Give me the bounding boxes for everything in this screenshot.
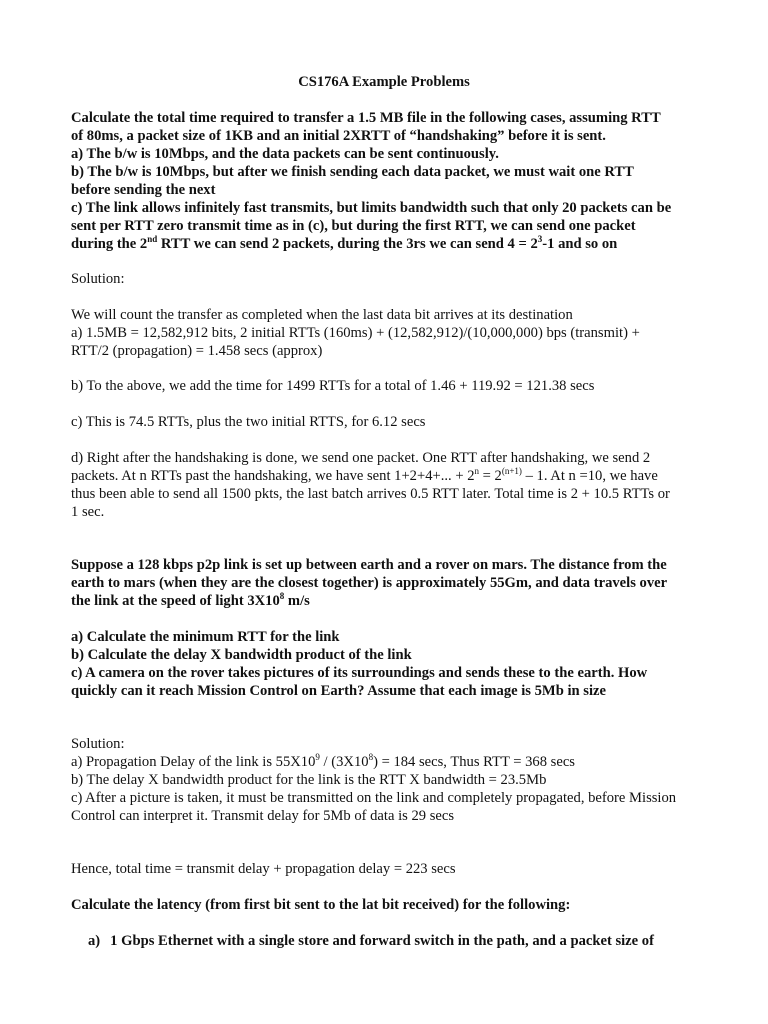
problem3-item-a bbox=[88, 932, 654, 950]
superscript: 8 bbox=[279, 591, 285, 602]
list-marker: a) bbox=[88, 933, 101, 949]
problem2-line: c) A camera on the rover takes pictures of its surroundings and sends these to the earth. How bbox=[71, 665, 648, 681]
problem1-line: a) The b/w is 10Mbps, and the data packets can be sent continuously. bbox=[71, 146, 499, 162]
text-run: packets. At n RTTs past the handshaking, we have sent 1+2+4+... + 2 bbox=[71, 468, 475, 484]
problem1-line bbox=[71, 235, 617, 253]
solution-line: b) The delay X bandwidth product for the link is the RTT X bandwidth = 23.5Mb bbox=[71, 772, 547, 788]
problem1-line: b) The b/w is 10Mbps, but after we finish sending each data packet, we must wait one RTT bbox=[71, 164, 634, 180]
text-run: a) Propagation Delay of the link is 55X10 bbox=[71, 754, 316, 770]
superscript: 3 bbox=[537, 234, 543, 245]
solution-line: 1 sec. bbox=[71, 504, 105, 520]
problem2-line: Suppose a 128 kbps p2p link is set up between earth and a rover on mars. The distance from the bbox=[71, 557, 667, 573]
solution-heading: Solution: bbox=[71, 271, 125, 287]
problem1-line: sent per RTT zero transmit time as in (c), but during the first RTT, we can send one packet bbox=[71, 218, 636, 234]
solution-line bbox=[71, 753, 575, 771]
superscript: (n+1) bbox=[501, 466, 522, 477]
solution-line: RTT/2 (propagation) = 1.458 secs (approx) bbox=[71, 343, 323, 359]
solution-line: We will count the transfer as completed when the last data bit arrives at its destination bbox=[71, 307, 573, 323]
problem3-line: Calculate the latency (from first bit sent to the lat bit received) for the following: bbox=[71, 897, 571, 913]
problem2-line bbox=[71, 592, 310, 610]
problem1-line: Calculate the total time required to transfer a 1.5 MB file in the following cases, assuming RTT bbox=[71, 110, 661, 126]
solution-line bbox=[71, 467, 658, 485]
text-run: the link at the speed of light 3X10 bbox=[71, 593, 280, 609]
text-run: / (3X10 bbox=[319, 754, 369, 770]
solution-line: c) After a picture is taken, it must be transmitted on the link and completely propagated, before Mission bbox=[71, 790, 677, 806]
solution-line: d) Right after the handshaking is done, we send one packet. One RTT after handshaking, we send 2 bbox=[71, 450, 651, 466]
problem1-line: of 80ms, a packet size of 1KB and an initial 2XRTT of “handshaking” before it is sent. bbox=[71, 128, 606, 144]
text-run: – 1. At n =10, we have bbox=[521, 468, 658, 484]
text-run: m/s bbox=[284, 593, 310, 609]
superscript: 9 bbox=[315, 752, 320, 763]
text-run: -1 and so on bbox=[542, 236, 618, 252]
problem2-line: b) Calculate the delay X bandwidth product of the link bbox=[71, 647, 412, 663]
solution-heading: Solution: bbox=[71, 736, 125, 752]
text-run: = 2 bbox=[479, 468, 502, 484]
problem2-line: a) Calculate the minimum RTT for the link bbox=[71, 629, 340, 645]
problem2-line: earth to mars (when they are the closest together) is approximately 55Gm, and data travels over bbox=[71, 575, 668, 591]
solution-line: c) This is 74.5 RTTs, plus the two initial RTTS, for 6.12 secs bbox=[71, 414, 426, 430]
solution-line: thus been able to send all 1500 pkts, the last batch arrives 0.5 RTT later. Total time is 2 + 10.5 RTTs or bbox=[71, 486, 670, 502]
superscript: n bbox=[474, 466, 480, 477]
problem1-line: c) The link allows infinitely fast transmits, but limits bandwidth such that only 20 packets can be bbox=[71, 200, 672, 216]
solution-line: Control can interpret it. Transmit delay for 5Mb of data is 29 secs bbox=[71, 808, 455, 824]
superscript: nd bbox=[147, 234, 158, 245]
text-run: RTT we can send 2 packets, during the 3rs we can send 4 = 2 bbox=[157, 236, 538, 252]
solution-line: a) 1.5MB = 12,582,912 bits, 2 initial RTTs (160ms) + (12,582,912)/(10,000,000) bps (transmit) + bbox=[71, 325, 640, 341]
text-run: ) = 184 secs, Thus RTT = 368 secs bbox=[373, 754, 575, 770]
problem2-line: quickly can it reach Mission Control on Earth? Assume that each image is 5Mb in size bbox=[71, 683, 606, 699]
solution-line: b) To the above, we add the time for 1499 RTTs for a total of 1.46 + 119.92 = 121.38 secs bbox=[71, 378, 595, 394]
superscript: 8 bbox=[368, 752, 374, 763]
solution-line: Hence, total time = transmit delay + propagation delay = 223 secs bbox=[71, 861, 456, 877]
problem1-line: before sending the next bbox=[71, 182, 216, 198]
list-item-text: 1 Gbps Ethernet with a single store and forward switch in the path, and a packet size of bbox=[110, 933, 654, 949]
text-run: during the 2 bbox=[71, 236, 148, 252]
document-title: CS176A Example Problems bbox=[298, 74, 470, 90]
